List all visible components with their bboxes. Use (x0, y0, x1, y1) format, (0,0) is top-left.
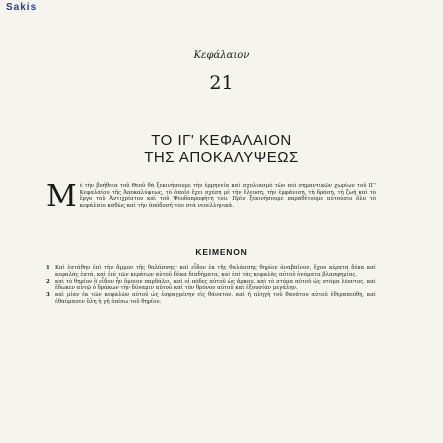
intro-text: έ τὴν βοήθεια τοῦ Θεοῦ θὰ ξεκινήσουμε τὴν ἑρμηνεία καὶ σχολιασμὸ τῶν πιὸ σημαντικῶν χωρίων τοῦ ΙΓ' Κεφαλαίου τῆς Ἀποκαλύψεως, τὸ ὁποῖο ἔχει σχέση μὲ τὴν ἔλευση, τὴν ἐμφάνιση, τὴ δράση, τὴ ζωὴ καὶ τὸ ἔργο τοῦ Ἀντιχρίστου καὶ τοῦ Ψευδοπροφήτη του. Πρὶν ξεκινήσουμε παραθέτουμε αὐτούσιο ὅλο τὸ κεφάλαιο καθὼς καὶ τὴν ἀπόδοσή του στὰ νεοελληνικά. (79, 183, 376, 209)
chapter-title-line-2: ΤΗΣ ΑΠΟΚΑΛΥΨΕΩΣ (144, 149, 299, 166)
chapter-title-line-1: ΤΟ ΙΓ' ΚΕΦΑΛΑΙΟΝ (151, 132, 292, 149)
verse (46, 292, 376, 305)
verse-list (46, 265, 376, 306)
chapter-title (0, 132, 443, 166)
section-heading: ΚΕΙΜΕΝΟΝ (195, 247, 248, 257)
chapter-label: Κεφάλαιον (193, 50, 250, 61)
verse-number: 2 (46, 278, 50, 285)
chapter-number: 21 (209, 72, 234, 94)
verse-text: Καὶ ἐστάθην ἐπὶ τὴν ἄμμον τῆς θαλάσσης· καὶ εἶδον ἐκ τῆς θαλάσσης θηρίον ἀναβαῖνον, ἔχον κέρατα δέκα καὶ κεφαλὰς ἑπτά, καὶ ἐπὶ τῶν κεράτων αὐτοῦ δέκα διαδήματα, καὶ ἐπὶ τὰς κεφαλὰς αὐτοῦ ὀνόματα βλασφημίας. (55, 265, 376, 278)
verse-text: καὶ μίαν ἐκ τῶν κεφαλῶν αὐτοῦ ὡς ἐσφαγμένην εἰς θάνατον. καὶ ἡ πληγὴ τοῦ θανάτου αὐτοῦ ἐθεραπεύθη, καὶ ἐθαύμασεν ὅλη ἡ γῆ ὀπίσω τοῦ θηρίου. (55, 292, 376, 305)
verse (46, 265, 376, 278)
verse-number: 1 (46, 265, 50, 271)
verse-text: καὶ τὸ θηρίον ὃ εἶδον ἦν ὅμοιον παρδάλει, καὶ οἱ πόδες αὐτοῦ ὡς ἄρκου, καὶ τὸ στόμα αὐτοῦ ὡς στόμα λέοντος. καὶ ἔδωκεν αὐτῷ ὁ δράκων τὴν δύναμιν αὐτοῦ καὶ τὸν θρόνον αὐτοῦ καὶ ἐξουσίαν μεγάλην. (55, 278, 376, 292)
verse (46, 279, 376, 292)
intro-paragraph (46, 179, 376, 214)
handwritten-stamp: Sakis (6, 2, 38, 13)
drop-cap: Μ (46, 179, 77, 214)
verse-number: 3 (46, 292, 50, 299)
